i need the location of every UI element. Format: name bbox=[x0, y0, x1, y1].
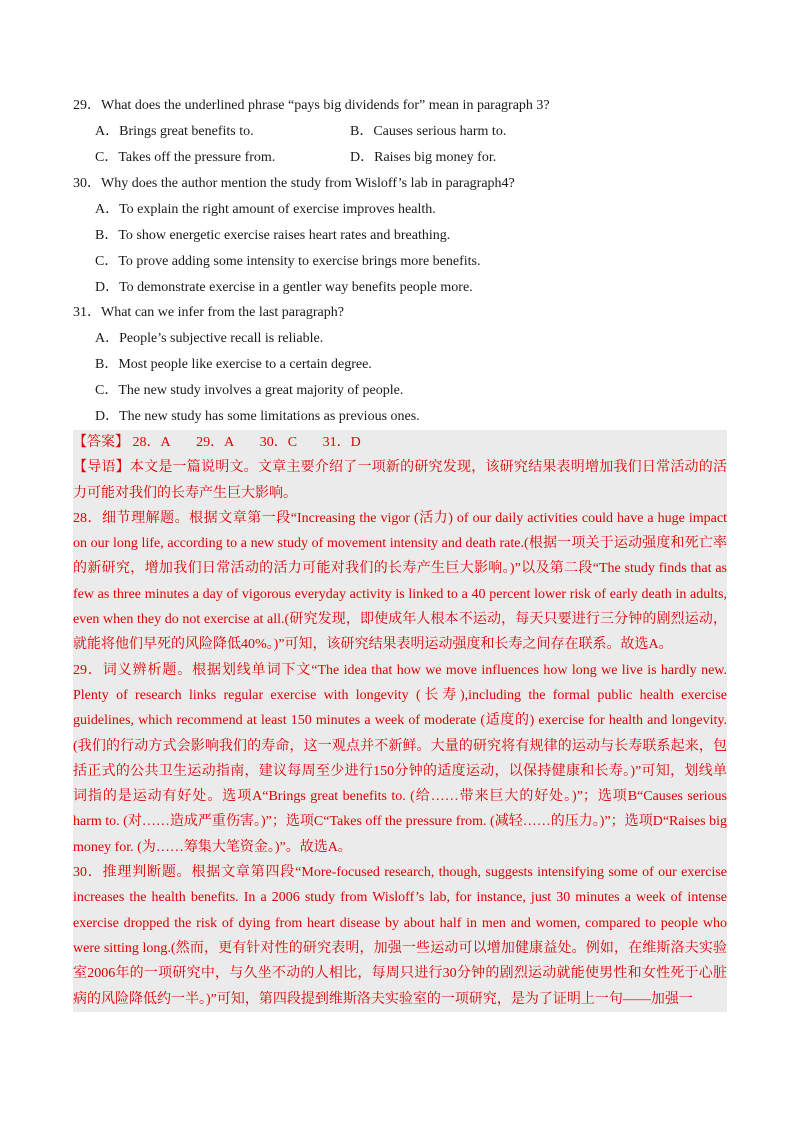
question-29 bbox=[73, 93, 733, 171]
explanation-29: 29．词义辨析题。根据划线单词下文“The idea that how we move influences how long we live is hardly new. Plenty of research links regular exercise with longevity (长寿),including the formal public health exercise guidelines, which recommend at least 150 minutes a week of moderate (适度的) exercise for health and longevity.(我们的行动方式会影响我们的寿命，这一观点并不新鲜。大量的研究将有规律的运动与长寿联系起来，包括正式的公共卫生运动指南，建议每周至少进行150分钟的适度运动，以保持健康和长寿。)”可知，划线单词指的是运动有好处。选项A“Brings great benefits to. (给……带来巨大的好处。)”；选项B“Causes serious harm to. (对……造成严重伤害。)”；选项C“Takes off the pressure from. (减轻……的压力。)”；选项D“Raises big money for. (为……筹集大笔资金。)”。故选A。 bbox=[73, 662, 727, 855]
option-c: C．The new study involves a great majority of people. bbox=[95, 383, 404, 398]
question-31 bbox=[73, 300, 733, 430]
option-d: D．Raises big money for. bbox=[350, 150, 497, 165]
answer-key bbox=[73, 430, 727, 455]
option-a: A．People’s subjective recall is reliable. bbox=[95, 331, 324, 346]
answer-30: 30．C bbox=[259, 435, 298, 450]
option-c: C．Takes off the pressure from. bbox=[95, 150, 276, 165]
option-b: B．To show energetic exercise raises heart rates and breathing. bbox=[95, 228, 451, 243]
explanation-30: 30．推理判断题。根据文章第四段“More-focused research, though, suggests intensifying some of our exercise increases the health benefits. In a 2006 study from Wisloff’s lab, for instance, just 30 minutes a week of intense exercise dropped the risk of dying from heart disease by about half in men and women, compared to people who were sitting long.(然而，更有针对性的研究表明，加强一些运动可以增加健康益处。例如，在维斯洛夫实验室2006年的一项研究中，与久坐不动的人相比，每周只进行30分钟的剧烈运动就能使男性和女性死于心脏病的风险降低约一半。)”可知，第四段提到维斯洛夫实验室的一项研究，是为了证明上一句——加强一 bbox=[73, 865, 727, 1007]
answer-31: 31．D bbox=[322, 435, 361, 450]
answer-analysis bbox=[73, 430, 727, 1012]
intro-paragraph: 【导语】本文是一篇说明文。文章主要介绍了一项新的研究发现，该研究结果表明增加我们日常活动的活力可能对我们的长寿产生巨大影响。 bbox=[73, 460, 727, 501]
option-row bbox=[73, 119, 733, 145]
option-d: D．To demonstrate exercise in a gentler way benefits people more. bbox=[95, 280, 473, 295]
question-stem: 29．What does the underlined phrase “pays big dividends for” mean in paragraph 3? bbox=[73, 98, 550, 113]
explanation-28: 28．细节理解题。根据文章第一段“Increasing the vigor (活力) of our daily activities could have a huge impact on our long life, according to a new study of movement intensity and death rate.(根据一项关于运动强度和死亡率的新研究，增加我们日常活动的活力可能对我们的长寿产生巨大影响。)”以及第二段“The study finds that as few as three minutes a day of vigorous everyday activity is linked to a 40 percent lower risk of early death in adults, even when they do not exercise at all.(研究发现，即使成年人根本不运动，每天只要进行三分钟的剧烈运动，就能将他们早死的风险降低40%。)”可知，该研究结果表明运动强度和长寿之间存在联系。故选A。 bbox=[73, 510, 727, 653]
option-a: A．To explain the right amount of exercise improves health. bbox=[95, 202, 436, 217]
option-b: B．Most people like exercise to a certain degree. bbox=[95, 357, 372, 372]
option-row bbox=[73, 145, 733, 171]
answer-28: 28．A bbox=[132, 435, 171, 450]
option-d: D．The new study has some limitations as previous ones. bbox=[95, 409, 420, 424]
option-c: C．To prove adding some intensity to exercise brings more benefits. bbox=[95, 254, 481, 269]
option-b: B．Causes serious harm to. bbox=[350, 124, 507, 139]
answer-29: 29．A bbox=[196, 435, 235, 450]
option-a: A．Brings great benefits to. bbox=[95, 124, 254, 139]
question-stem: 30．Why does the author mention the study from Wisloff’s lab in paragraph4? bbox=[73, 176, 515, 191]
question-30 bbox=[73, 171, 733, 301]
question-stem: 31．What can we infer from the last paragraph? bbox=[73, 305, 344, 320]
answer-label: 【答案】 bbox=[73, 435, 129, 450]
